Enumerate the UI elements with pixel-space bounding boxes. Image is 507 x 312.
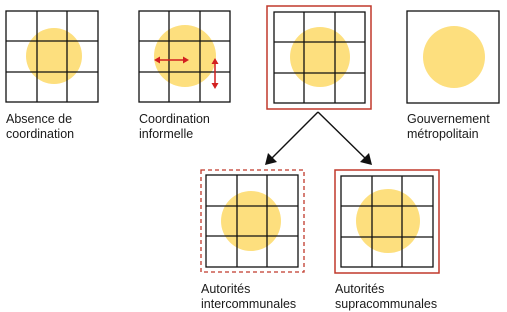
vertical-double-arrow-icon [212,58,219,89]
caption-autorites-supracommunales [335,282,437,312]
panel-absence-coordination [6,11,98,102]
metro-area-disc [423,26,485,88]
caption-coordination-informelle [139,112,210,142]
metro-area-disc [356,189,420,253]
caption-gouvernement-metropolitain [407,112,490,142]
caption-line: intercommunales [201,297,297,311]
panel-autorites-supracommunales [335,170,439,273]
panel-autorites-intercommunales [201,170,304,272]
branch-arrows [265,112,372,165]
caption-line: informelle [139,127,194,141]
panel-selected-source [267,6,371,109]
caption-line: Gouvernement [407,112,490,126]
metro-area-disc [26,28,82,84]
caption-absence-coordination [6,112,74,142]
caption-line: coordination [6,127,75,141]
caption-line: Autorités [201,282,251,296]
panel-coordination-informelle [139,11,230,102]
caption-autorites-intercommunales [201,282,296,312]
caption-line: Coordination [139,112,210,126]
metro-area-disc [154,25,216,87]
arrow-to-supracommunales [318,112,367,160]
caption-line: Autorités [335,282,385,296]
panel-gouvernement-metropolitain [407,11,499,103]
arrow-to-intercommunales [270,112,318,160]
caption-line: Absence de [6,112,73,126]
metro-area-disc [290,27,350,87]
caption-line: supracommunales [335,297,438,311]
metro-area-disc [221,191,281,251]
caption-line: métropolitain [407,127,479,141]
